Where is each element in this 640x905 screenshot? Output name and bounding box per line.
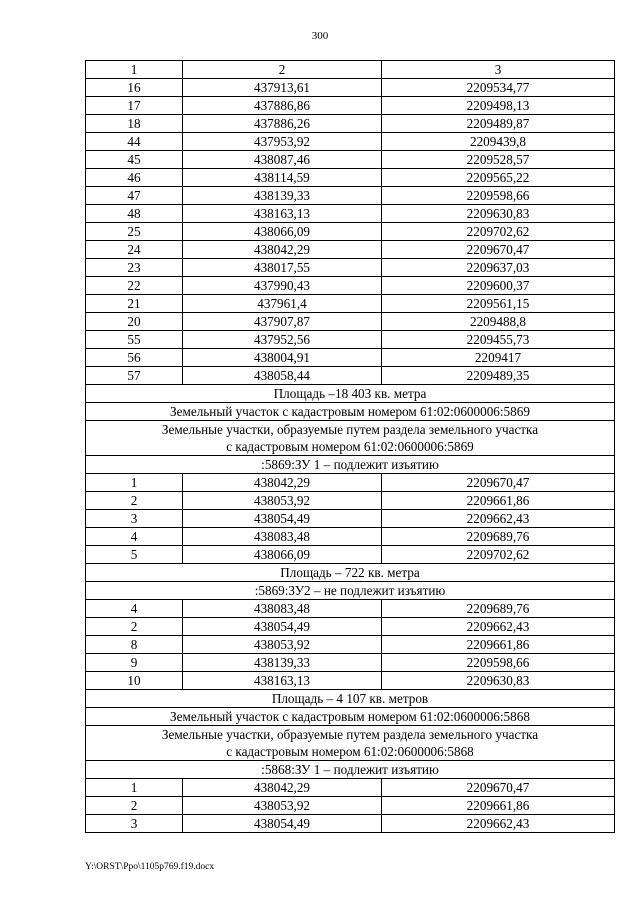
x-coordinate-cell: 438163,13 (183, 205, 382, 223)
point-number-cell: 44 (86, 133, 183, 151)
point-number-cell: 16 (86, 79, 183, 97)
point-number-cell: 21 (86, 295, 183, 313)
section-row (86, 385, 615, 403)
y-coordinate-cell: 2209702,62 (382, 223, 615, 241)
section-heading (86, 421, 615, 456)
point-number-cell: 55 (86, 331, 183, 349)
x-coordinate-cell: 437913,61 (183, 79, 382, 97)
x-coordinate-cell: 438042,29 (183, 241, 382, 259)
x-coordinate-cell: 438066,09 (183, 546, 382, 564)
table-row (86, 97, 615, 115)
y-coordinate-cell: 2209702,62 (382, 546, 615, 564)
section-row (86, 761, 615, 779)
table-row (86, 492, 615, 510)
point-number-cell: 3 (86, 510, 183, 528)
section-heading: :5869:ЗУ 1 – подлежит изъятию (86, 456, 615, 474)
section-heading: Площадь –18 403 кв. метра (86, 385, 615, 403)
x-coordinate-cell: 437953,92 (183, 133, 382, 151)
y-coordinate-cell: 2209528,57 (382, 151, 615, 169)
y-coordinate-cell: 2209630,83 (382, 672, 615, 690)
table-row (86, 349, 615, 367)
point-number-cell: 2 (86, 492, 183, 510)
point-number-cell: 46 (86, 169, 183, 187)
point-number-cell: 3 (86, 815, 183, 833)
y-coordinate-cell: 2209630,83 (382, 205, 615, 223)
section-row (86, 726, 615, 761)
y-coordinate-cell: 2209661,86 (382, 492, 615, 510)
y-coordinate-cell: 2209534,77 (382, 79, 615, 97)
point-number-cell: 4 (86, 528, 183, 546)
x-coordinate-cell: 438139,33 (183, 654, 382, 672)
x-coordinate-cell: 438042,29 (183, 474, 382, 492)
table-row (86, 277, 615, 295)
section-row (86, 421, 615, 456)
y-coordinate-cell: 2209498,13 (382, 97, 615, 115)
table-row (86, 151, 615, 169)
table-row (86, 205, 615, 223)
section-row (86, 403, 615, 421)
header-cell: 3 (382, 61, 615, 79)
y-coordinate-cell: 2209662,43 (382, 815, 615, 833)
x-coordinate-cell: 437961,4 (183, 295, 382, 313)
x-coordinate-cell: 438054,49 (183, 815, 382, 833)
table-row (86, 600, 615, 618)
table-row (86, 259, 615, 277)
y-coordinate-cell: 2209417 (382, 349, 615, 367)
y-coordinate-cell: 2209598,66 (382, 187, 615, 205)
x-coordinate-cell: 438053,92 (183, 492, 382, 510)
y-coordinate-cell: 2209488,8 (382, 313, 615, 331)
section-row (86, 690, 615, 708)
table-row (86, 474, 615, 492)
point-number-cell: 2 (86, 618, 183, 636)
table-row (86, 313, 615, 331)
y-coordinate-cell: 2209662,43 (382, 618, 615, 636)
section-row (86, 456, 615, 474)
header-cell: 1 (86, 61, 183, 79)
x-coordinate-cell: 438083,48 (183, 528, 382, 546)
y-coordinate-cell: 2209661,86 (382, 797, 615, 815)
y-coordinate-cell: 2209489,87 (382, 115, 615, 133)
section-row (86, 564, 615, 582)
point-number-cell: 25 (86, 223, 183, 241)
x-coordinate-cell: 437952,56 (183, 331, 382, 349)
x-coordinate-cell: 438066,09 (183, 223, 382, 241)
point-number-cell: 48 (86, 205, 183, 223)
table-row (86, 295, 615, 313)
table-row (86, 187, 615, 205)
table-row (86, 223, 615, 241)
table-row (86, 618, 615, 636)
x-coordinate-cell: 438054,49 (183, 618, 382, 636)
point-number-cell: 8 (86, 636, 183, 654)
x-coordinate-cell: 438139,33 (183, 187, 382, 205)
y-coordinate-cell: 2209561,15 (382, 295, 615, 313)
point-number-cell: 10 (86, 672, 183, 690)
section-heading: :5868:ЗУ 1 – подлежит изъятию (86, 761, 615, 779)
point-number-cell: 18 (86, 115, 183, 133)
header-cell: 2 (183, 61, 382, 79)
x-coordinate-cell: 437907,87 (183, 313, 382, 331)
page-number: 300 (311, 30, 329, 42)
y-coordinate-cell: 2209565,22 (382, 169, 615, 187)
table-row (86, 636, 615, 654)
y-coordinate-cell: 2209598,66 (382, 654, 615, 672)
table-row (86, 331, 615, 349)
x-coordinate-cell: 438083,48 (183, 600, 382, 618)
point-number-cell: 17 (86, 97, 183, 115)
table-row (86, 510, 615, 528)
x-coordinate-cell: 438087,46 (183, 151, 382, 169)
point-number-cell: 23 (86, 259, 183, 277)
point-number-cell: 2 (86, 797, 183, 815)
section-heading-line: Земельные участки, образуемые путем раздела земельного участка (161, 422, 539, 437)
y-coordinate-cell: 2209670,47 (382, 241, 615, 259)
section-heading-line: с кадастровым номером 61:02:0600006:5869 (226, 439, 474, 454)
point-number-cell: 5 (86, 546, 183, 564)
x-coordinate-cell: 438054,49 (183, 510, 382, 528)
point-number-cell: 57 (86, 367, 183, 385)
section-heading-line: Земельные участки, образуемые путем раздела земельного участка (161, 727, 539, 742)
point-number-cell: 20 (86, 313, 183, 331)
y-coordinate-cell: 2209670,47 (382, 474, 615, 492)
table-row (86, 367, 615, 385)
y-coordinate-cell: 2209439,8 (382, 133, 615, 151)
file-path-footer: Y:\ORST\Ppo\1105p769.f19.docx (85, 862, 215, 872)
x-coordinate-cell: 437990,43 (183, 277, 382, 295)
table-row (86, 528, 615, 546)
section-heading: Площадь – 4 107 кв. метров (86, 690, 615, 708)
table-row (86, 797, 615, 815)
point-number-cell: 22 (86, 277, 183, 295)
y-coordinate-cell: 2209637,03 (382, 259, 615, 277)
x-coordinate-cell: 438042,29 (183, 779, 382, 797)
table-row (86, 79, 615, 97)
table-row (86, 241, 615, 259)
section-row (86, 708, 615, 726)
x-coordinate-cell: 438053,92 (183, 636, 382, 654)
y-coordinate-cell: 2209689,76 (382, 528, 615, 546)
section-heading: :5869:ЗУ2 – не подлежит изъятию (86, 582, 615, 600)
section-heading: Площадь – 722 кв. метра (86, 564, 615, 582)
section-heading (86, 726, 615, 761)
coordinates-table (85, 60, 615, 833)
table-row (86, 654, 615, 672)
section-heading: Земельный участок с кадастровым номером 61:02:0600006:5868 (86, 708, 615, 726)
table-header-row (86, 61, 615, 79)
section-row (86, 582, 615, 600)
y-coordinate-cell: 2209662,43 (382, 510, 615, 528)
section-heading: Земельный участок с кадастровым номером 61:02:0600006:5869 (86, 403, 615, 421)
x-coordinate-cell: 438058,44 (183, 367, 382, 385)
point-number-cell: 1 (86, 779, 183, 797)
x-coordinate-cell: 438163,13 (183, 672, 382, 690)
y-coordinate-cell: 2209661,86 (382, 636, 615, 654)
table-row (86, 546, 615, 564)
y-coordinate-cell: 2209600,37 (382, 277, 615, 295)
table-row (86, 133, 615, 151)
table-row (86, 115, 615, 133)
point-number-cell: 56 (86, 349, 183, 367)
x-coordinate-cell: 438053,92 (183, 797, 382, 815)
coordinates-table-body (86, 61, 615, 833)
x-coordinate-cell: 438114,59 (183, 169, 382, 187)
x-coordinate-cell: 438017,55 (183, 259, 382, 277)
x-coordinate-cell: 438004,91 (183, 349, 382, 367)
point-number-cell: 45 (86, 151, 183, 169)
y-coordinate-cell: 2209670,47 (382, 779, 615, 797)
y-coordinate-cell: 2209689,76 (382, 600, 615, 618)
point-number-cell: 24 (86, 241, 183, 259)
table-row (86, 815, 615, 833)
x-coordinate-cell: 437886,86 (183, 97, 382, 115)
point-number-cell: 4 (86, 600, 183, 618)
y-coordinate-cell: 2209455,73 (382, 331, 615, 349)
section-heading-line: с кадастровым номером 61:02:0600006:5868 (226, 744, 474, 759)
table-row (86, 672, 615, 690)
x-coordinate-cell: 437886,26 (183, 115, 382, 133)
point-number-cell: 9 (86, 654, 183, 672)
table-row (86, 169, 615, 187)
point-number-cell: 1 (86, 474, 183, 492)
point-number-cell: 47 (86, 187, 183, 205)
table-row (86, 779, 615, 797)
y-coordinate-cell: 2209489,35 (382, 367, 615, 385)
